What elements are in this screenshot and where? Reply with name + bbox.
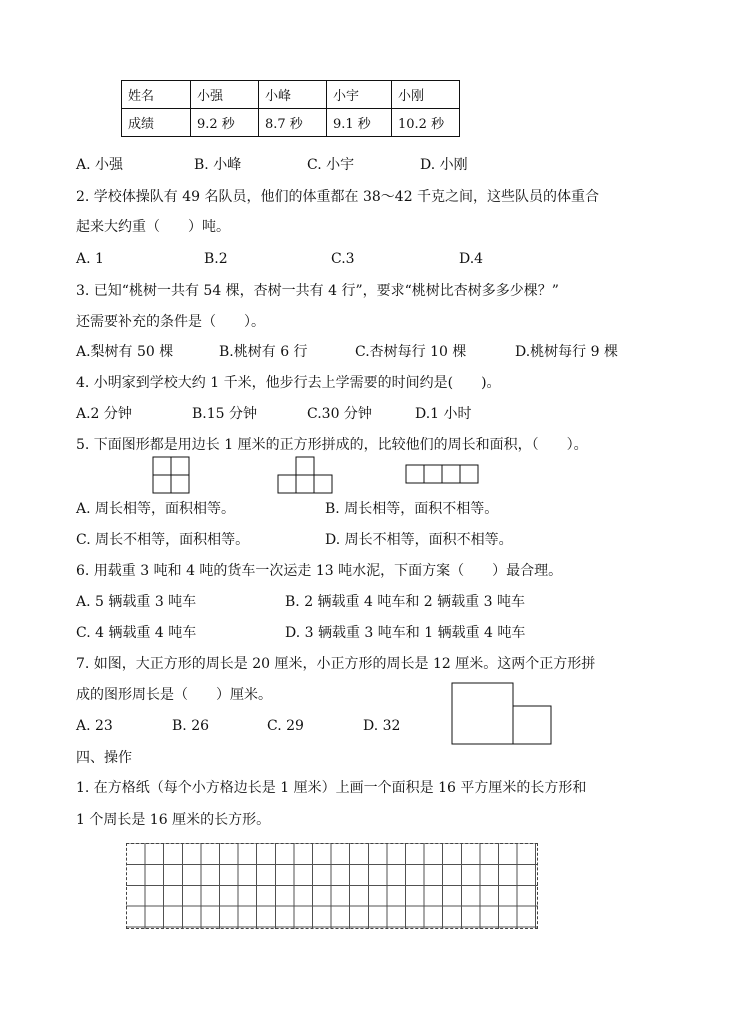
q6-option-c: C. 4 辆载重 4 吨车 bbox=[76, 625, 197, 641]
q6-text: 6. 用载重 3 吨和 4 吨的货车一次运走 13 吨水泥，下面方案（ ）最合理。 bbox=[76, 563, 563, 579]
q7-option-d: D. 32 bbox=[363, 718, 401, 734]
q7-option-b: B. 26 bbox=[172, 718, 210, 734]
s4-q1-text-line2: 1 个周长是 16 厘米的长方形。 bbox=[76, 812, 271, 828]
table-cell: 10.2 秒 bbox=[392, 109, 460, 137]
q4-option-d: D.1 小时 bbox=[415, 406, 472, 422]
q7-squares-figure bbox=[450, 681, 554, 747]
q6-option-d: D. 3 辆载重 3 吨车和 1 辆载重 4 吨车 bbox=[285, 625, 526, 641]
q3-option-d: D.桃树每行 9 棵 bbox=[515, 344, 618, 360]
table-cell: 9.2 秒 bbox=[191, 109, 259, 137]
q4-option-b: B.15 分钟 bbox=[192, 406, 258, 422]
q5-shapes-figure bbox=[150, 455, 485, 495]
q1-option-c: C. 小宇 bbox=[307, 157, 355, 173]
q5-text: 5. 下面图形都是用边长 1 厘米的正方形拼成的，比较他们的周长和面积，（ ）。 bbox=[76, 437, 588, 453]
s4-q1-text-line1: 1. 在方格纸（每个小方格边长是 1 厘米）上画一个面积是 16 平方厘米的长方形和 bbox=[76, 780, 587, 796]
section-title: 四、操作 bbox=[76, 750, 132, 766]
q2-option-c: C.3 bbox=[331, 251, 355, 267]
q1-option-a: A. 小强 bbox=[76, 157, 124, 173]
table-cell: 姓名 bbox=[122, 81, 191, 109]
table-cell: 9.1 秒 bbox=[327, 109, 392, 137]
table-row bbox=[122, 109, 460, 137]
q4-option-c: C.30 分钟 bbox=[307, 406, 372, 422]
q3-text-line2: 还需要补充的条件是（ ）。 bbox=[76, 314, 265, 330]
q6-option-a: A. 5 辆载重 3 吨车 bbox=[76, 594, 197, 610]
q4-text: 4. 小明家到学校大约 1 千米，他步行去上学需要的时间约是( )。 bbox=[76, 375, 501, 391]
q3-option-c: C.杏树每行 10 棵 bbox=[355, 344, 467, 360]
q2-text-line1: 2. 学校体操队有 49 名队员，他们的体重都在 38～42 千克之间，这些队员的体重合 bbox=[76, 189, 600, 205]
q2-option-b: B.2 bbox=[204, 251, 228, 267]
q5-option-b: B. 周长相等，面积不相等。 bbox=[325, 501, 499, 517]
q3-option-a: A.梨树有 50 棵 bbox=[76, 344, 174, 360]
q7-text-line2: 成的图形周长是（ ）厘米。 bbox=[76, 687, 272, 703]
score-table bbox=[121, 80, 460, 137]
q4-option-a: A.2 分钟 bbox=[76, 406, 132, 422]
table-cell: 成绩 bbox=[122, 109, 191, 137]
table-row bbox=[122, 81, 460, 109]
table-cell: 小刚 bbox=[392, 81, 460, 109]
q7-option-c: C. 29 bbox=[267, 718, 304, 734]
q2-option-d: D.4 bbox=[459, 251, 484, 267]
table-cell: 小峰 bbox=[259, 81, 327, 109]
table-cell: 小宇 bbox=[327, 81, 392, 109]
q6-option-b: B. 2 辆载重 4 吨车和 2 辆载重 3 吨车 bbox=[285, 594, 525, 610]
q3-option-b: B.桃树有 6 行 bbox=[219, 344, 308, 360]
q5-option-a: A. 周长相等，面积相等。 bbox=[76, 501, 236, 517]
q1-option-d: D. 小刚 bbox=[420, 157, 468, 173]
q3-text-line1: 3. 已知“桃树一共有 54 棵，杏树一共有 4 行”，要求“桃树比杏树多多少棵？” bbox=[76, 283, 559, 299]
q5-option-c: C. 周长不相等，面积相等。 bbox=[76, 532, 250, 548]
q2-text-line2: 起来大约重（ ）吨。 bbox=[76, 219, 230, 235]
q1-option-b: B. 小峰 bbox=[194, 157, 242, 173]
table-cell: 小强 bbox=[191, 81, 259, 109]
table-cell: 8.7 秒 bbox=[259, 109, 327, 137]
q2-option-a: A. 1 bbox=[76, 251, 104, 267]
q5-option-d: D. 周长不相等，面积不相等。 bbox=[325, 532, 513, 548]
grid-paper bbox=[126, 843, 538, 929]
q7-option-a: A. 23 bbox=[76, 718, 113, 734]
q7-text-line1: 7. 如图，大正方形的周长是 20 厘米，小正方形的周长是 12 厘米。这两个正方形拼 bbox=[76, 656, 596, 672]
